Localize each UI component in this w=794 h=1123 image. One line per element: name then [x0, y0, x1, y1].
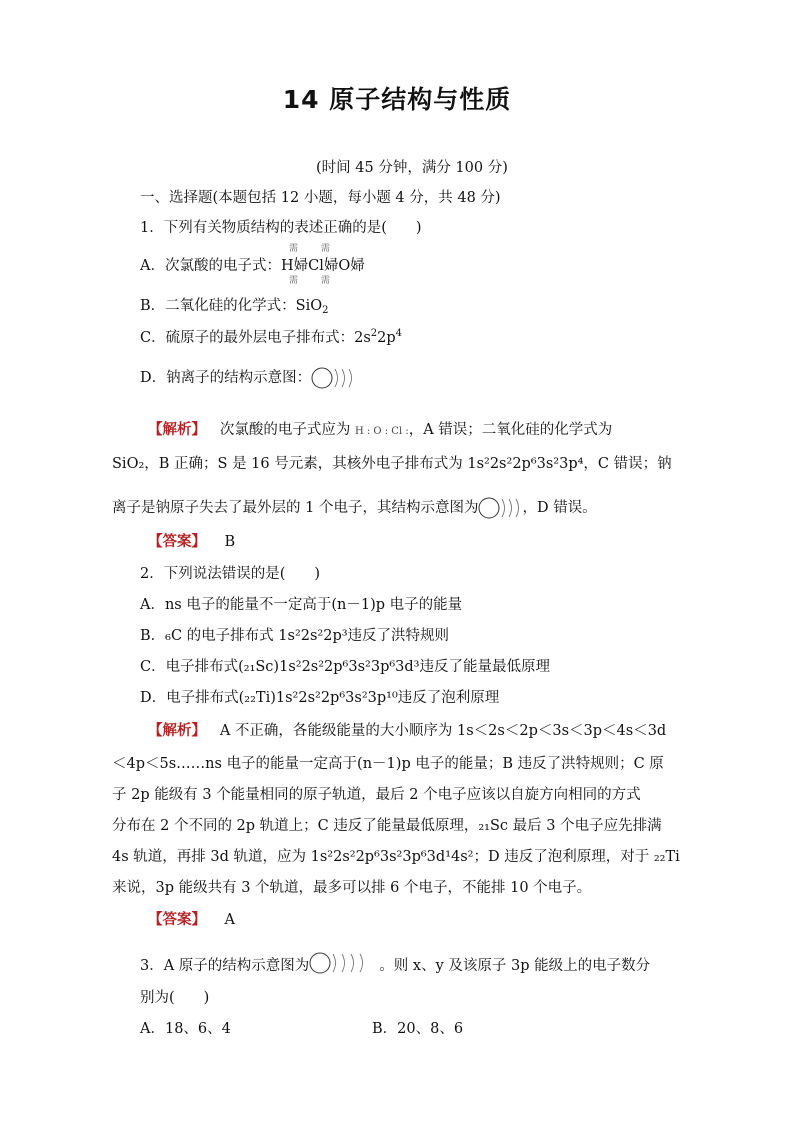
- q3-option-a: A．18、6、4: [140, 1021, 231, 1037]
- q2-answer-value: A: [224, 912, 235, 928]
- q2-analysis-line6: 来说，3p 能级共有 3 个轨道，最多可以排 6 个电子，不能排 10 个电子。: [112, 880, 592, 896]
- q1-analysis-text3: 离子是钠原子失去了最外层的 1 个电子，其结构示意图为: [112, 500, 479, 516]
- q1-option-a: [140, 244, 365, 286]
- q1-option-c-sup2: 4: [395, 328, 403, 339]
- q1-formula-marks-top: 需 需: [288, 244, 340, 254]
- q1-option-c-sup1: 2: [370, 328, 378, 339]
- sodium-ion-diagram-analysis: [478, 496, 522, 520]
- q2-analysis-tag: 【解析】: [148, 722, 206, 739]
- time-note: (时间 45 分钟，满分 100 分): [316, 160, 508, 176]
- q2-analysis-text1: A 不正确，各能级能量的大小顺序为 1s＜2s＜2p＜3s＜3p＜4s＜3d: [219, 723, 667, 739]
- q1-option-a-label: A．次氯酸的电子式：: [140, 258, 281, 274]
- q1-analysis-text4: ，D 错误。: [522, 500, 597, 516]
- q1-answer-value: B: [224, 534, 236, 550]
- q1-answer-tag: 【答案】: [148, 533, 206, 550]
- section-heading: 一、选择题(本题包括 12 小题，每小题 4 分，共 48 分): [140, 190, 501, 206]
- q1-analysis-line3: [112, 496, 597, 520]
- q2-analysis-line4: 分布在 2 个不同的 2p 轨道上；C 违反了能量最低原理，₂₁Sc 最后 3 个电子应先排满: [112, 818, 662, 834]
- q2-option-d: D．电子排布式(₂₂Ti)1s²2s²2p⁶3s²3p¹⁰违反了泡利原理: [140, 690, 500, 706]
- q1-option-c-mid: 2p: [377, 330, 396, 346]
- q1-option-b-text: B．二氧化硅的化学式：SiO: [140, 298, 323, 314]
- q1-analysis-line1: [148, 418, 612, 439]
- q3-stem-line2: 别为( ): [140, 990, 210, 1006]
- q1-analysis-formula: H : O : Cl :: [354, 426, 409, 437]
- q3-stem-text1: 3．A 原子的结构示意图为: [140, 958, 310, 974]
- q1-option-c-text: C．硫原子的最外层电子排布式：2s: [140, 330, 371, 346]
- q1-formula-marks-bottom: 需 需: [288, 276, 340, 286]
- q1-analysis-tag: 【解析】: [148, 421, 206, 438]
- q3-stem-line1: [140, 952, 650, 975]
- page-title: 14 原子结构与性质: [282, 85, 512, 114]
- q1-analysis-line2: SiO₂，B 正确；S 是 16 号元素，其核外电子排布式为 1s²2s²2p⁶3s²3p⁴，C 错误；钠: [112, 456, 672, 472]
- q2-analysis-line1: [148, 719, 666, 740]
- q1-analysis-text1: 次氯酸的电子式应为: [219, 422, 351, 438]
- q1-option-d: [140, 366, 355, 390]
- q3-option-b: B．20、8、6: [372, 1021, 464, 1037]
- q2-answer: [148, 908, 235, 929]
- q1-analysis-text2: ，A 错误；二氧化硅的化学式为: [408, 422, 613, 438]
- q1-option-b: [140, 294, 329, 316]
- q1-electron-formula: [280, 244, 365, 286]
- q1-answer: [148, 530, 235, 551]
- q2-analysis-line5: 4s 轨道，再排 3d 轨道，应为 1s²2s²2p⁶3s²3p⁶3d¹4s²；D 违反了泡利原理，对于 ₂₂Ti: [112, 849, 680, 865]
- q2-option-a: A．ns 电子的能量不一定高于(n－1)p 电子的能量: [140, 597, 463, 613]
- q2-option-c: C．电子排布式(₂₁Sc)1s²2s²2p⁶3s²3p⁶3d³违反了能量最低原理: [140, 659, 550, 675]
- q1-option-d-text: D．钠离子的结构示意图：: [140, 370, 312, 386]
- q2-analysis-line3: 子 2p 能级有 3 个能量相同的原子轨道，最后 2 个电子应该以自旋方向相同的方式: [112, 787, 641, 803]
- q2-option-b: B．₆C 的电子排布式 1s²2s²2p³违反了洪特规则: [140, 628, 450, 644]
- q1-stem: 1．下列有关物质结构的表述正确的是( ): [140, 220, 422, 236]
- sodium-ion-diagram: [311, 366, 355, 390]
- q1-option-c: [140, 326, 402, 347]
- q3-stem-text2: 。则 x、y 及该原子 3p 能级上的电子数分: [379, 958, 651, 974]
- q1-option-b-sub: 2: [322, 305, 329, 316]
- q2-answer-tag: 【答案】: [148, 911, 206, 928]
- q2-analysis-line2: ＜4p＜5s……ns 电子的能量一定高于(n－1)p 电子的能量；B 违反了洪特规则；C 原: [112, 756, 664, 772]
- atom-structure-diagram: [309, 952, 379, 974]
- q1-formula-text: H婦Cl婦O婦: [280, 258, 365, 274]
- q2-stem: 2．下列说法错误的是( ): [140, 566, 321, 582]
